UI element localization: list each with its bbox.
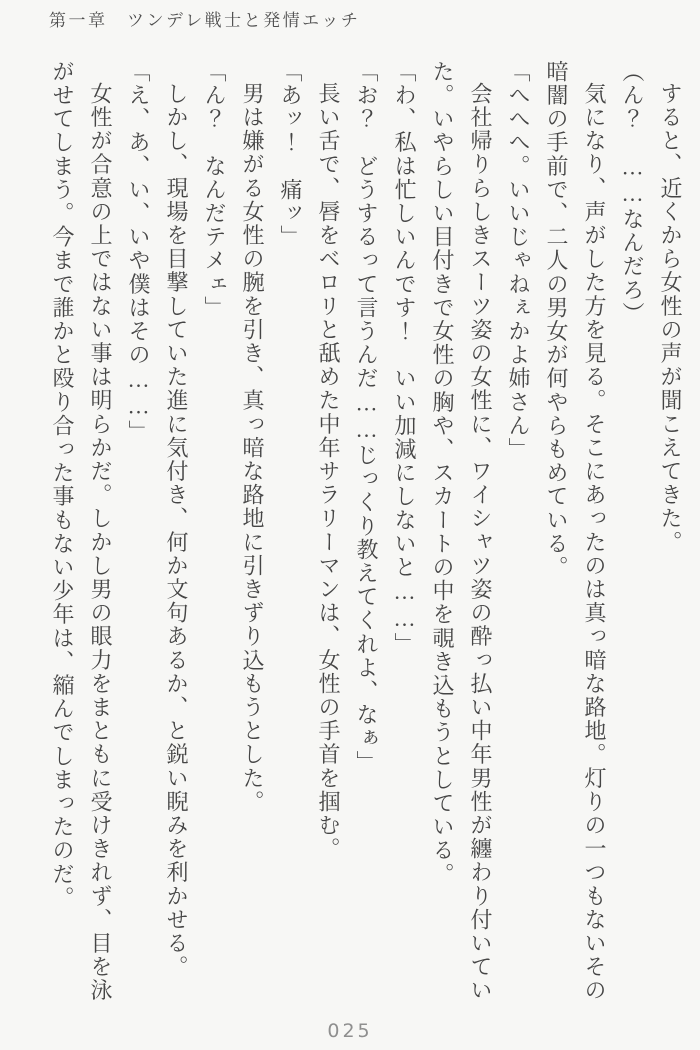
paragraph: 会社帰りらしきスーツ姿の女性に、ワイシャツ姿の酔っ払い中年男性が纏わり付いていた。いやらしい目付きで女性の胸や、スカートの中を覗き込もうとしている。: [430, 60, 493, 1003]
paragraph: 「え、あ、い、いや僕はその……」: [126, 60, 151, 444]
paragraph: 男は嫌がる女性の腕を引き、真っ暗な路地に引きずり込もうとした。: [240, 82, 265, 814]
paragraph: 「わ、私は忙しいんです！ いい加減にしないと……」: [392, 60, 417, 656]
chapter-running-head: 第一章 ツンデレ戦士と発情エッチ: [49, 11, 361, 30]
paragraph: すると、近くから女性の声が聞こえてきた。: [658, 82, 683, 554]
paragraph: 気になり、声がした方を見る。そこにあったのは真っ暗な路地。灯りの一つもないその暗闇の手前で、二人の男女が何やらもめている。: [544, 60, 607, 1003]
paragraph: 「あッ！ 痛ッ」: [278, 60, 303, 249]
paragraph: （ん？ ……なんだろ）: [620, 60, 645, 326]
page-number: 025: [327, 1020, 373, 1042]
paragraph: 「へへへ。いいじゃねぇかよ姉さん」: [506, 60, 531, 462]
paragraph: しかし、現場を目撃していた進に気付き、何か文句あるか、と鋭い睨みを利かせる。: [164, 82, 189, 979]
paragraph: 「ん？ なんだテメェ」: [202, 60, 227, 320]
paragraph: 長い舌で、唇をベロリと舐めた中年サラリーマンは、女性の手首を掴む。: [316, 82, 341, 861]
paragraph: 女性が合意の上ではない事は明らかだ。しかし男の眼力をまともに受けきれず、目を泳がせてしまう。今まで誰かと殴り合った事もない少年は、縮んでしまったのだ。: [50, 60, 113, 1003]
paragraph: 「お？ どうするって言うんだ……じっくり教えてくれよ、なぁ」: [354, 60, 379, 774]
text-body: [41, 60, 689, 1012]
